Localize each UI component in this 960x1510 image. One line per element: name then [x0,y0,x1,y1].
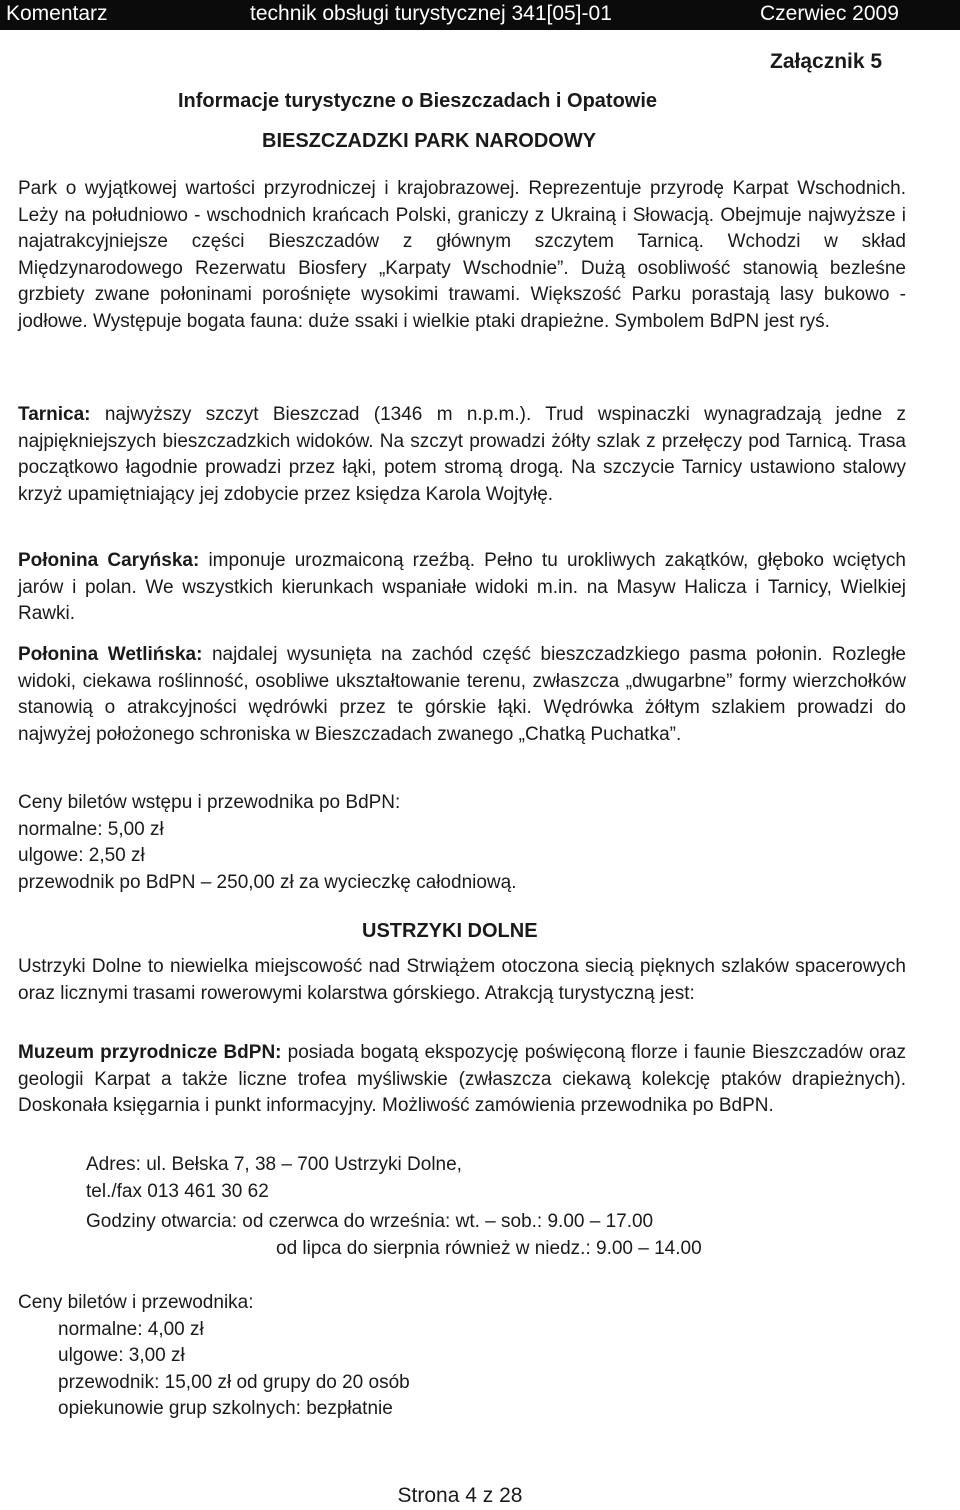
museum-label: Muzeum przyrodnicze BdPN: [18,1042,282,1063]
wetlinska-label: Połonina Wetlińska: [18,644,203,665]
tarnica-paragraph [18,402,906,508]
museum-address: Adres: ul. Bełska 7, 38 – 700 Ustrzyki Dolne, [86,1154,462,1175]
carynska-label: Połonina Caryńska: [18,550,200,571]
museum-contact [86,1152,702,1262]
park-price-reduced: ulgowe: 2,50 zł [18,845,145,866]
museum-price-guide: przewodnik: 15,00 zł od grupy do 20 osób [58,1371,410,1393]
header-left: Komentarz [6,2,108,25]
wetlinska-paragraph [18,642,906,748]
museum-price-teachers: opiekunowie grup szkolnych: bezpłatnie [58,1398,393,1419]
park-intro: Park o wyjątkowej wartości przyrodniczej i krajobrazowej. Reprezentuje przyrodę Karpat Wschodnich. Leży na południowo - wschodnich krańcach Polski, graniczy z Ukrainą i Słowacją. Obejmuje najwyższe i najatrakcyjniejsze części Bieszczadów z głównym szczytem Tarnicą. Wchodzi w skład Międzynarodowego Rezerwatu Biosfery „Karpaty Wschodnie”. Dużą osobliwość stanowią bezleśne grzbiety zwane połoninami porośnięte wysokimi trawami. Większość Parku porastają lasy bukowo - jodłowe. Występuje bogata fauna: duże ssaki i wielkie ptaki drapieżne. Symbolem BdPN jest ryś. [18,178,906,332]
carynska-paragraph [18,548,906,628]
museum-prices-title: Ceny biletów i przewodnika: [18,1292,254,1313]
header-center: technik obsługi turystycznej 341[05]-01 [250,2,612,25]
tarnica-text: najwyższy szczyt Bieszczad (1346 m n.p.m.). Trud wspinaczki wynagradzają jedne z najpiękniejszych bieszczadzkich widoków. Na szczyt prowadzi żółty szlak z przełęczy pod Tarnicą. Trasa początkowo łagodnie prowadzi przez łąki, potem stromą drogą. Na szczycie Tarnicy ustawiono stalowy krzyż upamiętniający jej zdobycie przez księdza Karola Wojtyłę. [18,404,906,505]
ustrzyki-intro: Ustrzyki Dolne to niewielka miejscowość nad Strwiążem otoczona siecią pięknych szlaków spacerowych oraz licznymi trasami rowerowymi kolarstwa górskiego. Atrakcją turystyczną jest: [18,956,906,1004]
tarnica-label: Tarnica: [18,404,91,425]
section-title-ustrzyki: USTRZYKI DOLNE [362,920,538,942]
page-header [0,0,960,30]
museum-hours-2: od lipca do sierpnia również w niedz.: 9.00 – 14.00 [276,1237,702,1259]
museum-phone: tel./fax 013 461 30 62 [86,1180,269,1202]
park-price-normal: normalne: 5,00 zł [18,818,164,840]
wetlinska-text: najdalej wysunięta na zachód część bieszczadzkiego pasma połonin. Rozległe widoki, ciekawa roślinność, osobliwe ukształtowanie terenu, zwłaszcza „dwugarbne” formy wierzchołków stanowią o atrakcyjności wędrówki przez te górskie łąki. Wędrówka żółtym szlakiem prowadzi do najwyżej położonego schroniska w Bieszczadach zwanego „Chatką Puchatka”. [18,644,906,745]
park-prices-title: Ceny biletów wstępu i przewodnika po BdPN: [18,792,401,813]
museum-price-reduced: ulgowe: 3,00 zł [58,1345,185,1366]
header-right: Czerwiec 2009 [760,2,899,25]
park-prices [18,790,517,896]
attachment-label: Załącznik 5 [770,50,883,73]
museum-text: posiada bogatą ekspozycję poświęconą florze i faunie Bieszczadów oraz geologii Karpat a także liczne trofea myśliwskie (zwłaszcza ciekawą kolekcję ptaków drapieżnych). Doskonała księgarnia i punkt informacyjny. Możliwość zamówienia przewodnika po BdPN. [18,1042,906,1116]
document-title: Informacje turystyczne o Bieszczadach i Opatowie [178,90,658,112]
museum-price-normal: normalne: 4,00 zł [58,1318,204,1340]
section-title-park: BIESZCZADZKI PARK NARODOWY [262,130,597,152]
carynska-text: imponuje urozmaiconą rzeźbą. Pełno tu urokliwych zakątków, głęboko wciętych jarów i polan. We wszystkich kierunkach wspaniałe widoki m.in. na Masyw Halicza i Tarnicy, Wielkiej Rawki. [18,550,906,624]
museum-paragraph [18,1040,906,1120]
museum-hours-1: Godziny otwarcia: od czerwca do września: wt. – sob.: 9.00 – 17.00 [86,1211,654,1232]
page-number: Strona 4 z 28 [397,1484,523,1507]
museum-prices [18,1290,410,1423]
park-price-guide: przewodnik po BdPN – 250,00 zł za wycieczkę całodniową. [18,871,517,893]
